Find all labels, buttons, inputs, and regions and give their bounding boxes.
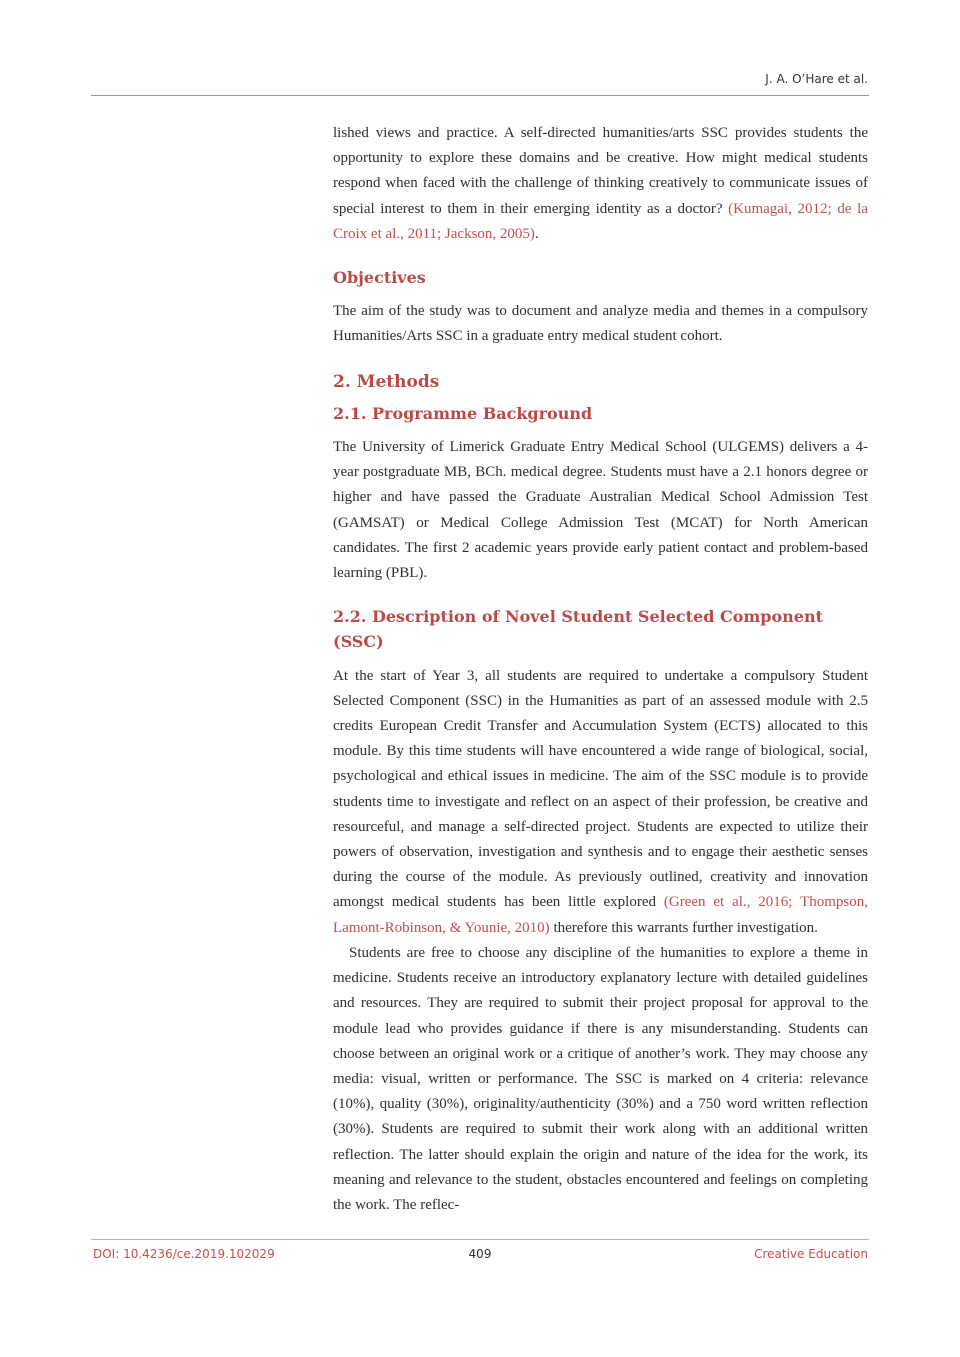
citation-link[interactable]: (Green et al., 2016; Thompson, Lamont-Robinson, & Younie, 2010): [333, 894, 868, 936]
ssc-description-heading: 2.2. Description of Novel Student Selected Component (SSC): [333, 607, 823, 652]
journal-name: Creative Education: [754, 1247, 868, 1261]
methods-heading: 2. Methods: [333, 371, 440, 392]
objectives-paragraph: The aim of the study was to document and analyze media and themes in a compulsory Humanities/Arts SSC in a graduate entry medical student cohort.: [333, 303, 868, 345]
ssc-paragraph: At the start of Year 3, all students are required to undertake a compulsory Student Selected Component (SSC) in the Humanities as part of an assessed module with 2.5 credits European Credit Transfer and Accumulation System (ECTS) allocated to this module. By this time students will have encountered a wide range of biological, social, psychological and ethical issues in medicine. The aim of the SSC module is to provide students time to investigate and reflect on an aspect of their profession, be creative and resourceful, and manage a self-directed project. Students are expected to utilize their powers of observation, investigation and synthesis and to engage their aesthetic senses during the course of the module. As previously outlined, creativity and innovation amongst medical students has been little explored (Green et al., 2016; Thompson, Lamont-Robinson, & Younie, 2010) therefore this warrants further investigation.: [333, 667, 868, 936]
citation-link[interactable]: (Kumagai, 2012; de la Croix et al., 2011; Jackson, 2005): [333, 200, 868, 242]
footer-rule: [91, 1239, 869, 1240]
page-number: 409: [468, 1247, 492, 1261]
running-head: J. A. O’Hare et al.: [765, 72, 868, 86]
article-body: [333, 121, 868, 1218]
header-rule: [91, 95, 869, 96]
programme-paragraph: The University of Limerick Graduate Entry Medical School (ULGEMS) delivers a 4-year postgraduate MB, BCh. medical degree. Students must have a 2.1 honors degree or higher and have passed the Graduate Australian Medical School Admission Test (GAMSAT) or Medical College Admission Test (MCAT) for North American candidates. The first 2 academic years provide early patient contact and problem-based learning (PBL).: [333, 439, 868, 582]
ssc-details-paragraph: Students are free to choose any discipline of the humanities to explore a theme in medicine. Students receive an introductory explanatory lecture with detailed guidelines and resources. They are required to submit their project proposal for approval to the module lead who provides guidance if there is any misunderstanding. Students can choose between an original work or a critique of another’s work. They may choose any media: visual, written or performance. The SSC is marked on 4 criteria: relevance (10%), quality (30%), originality/authenticity (30%) and a 750 word written reflection (30%). Students are required to submit their work along with an additional written reflection. The latter should explain the origin and nature of the idea for the work, its meaning and relevance to the student, obstacles encountered and feelings on completing the work. The reflec-: [333, 944, 868, 1213]
doi-link[interactable]: DOI: 10.4236/ce.2019.102029: [93, 1247, 275, 1261]
objectives-heading: Objectives: [333, 268, 426, 288]
programme-background-heading: 2.1. Programme Background: [333, 403, 593, 423]
intro-paragraph: lished views and practice. A self-directed humanities/arts SSC provides students the opportunity to explore these domains and be creative. How might medical students respond when faced with the challenge of thinking creatively to communicate issues of special interest to them in their emerging identity as a doctor? (Kumagai, 2012; de la Croix et al., 2011; Jackson, 2005).: [333, 125, 868, 242]
